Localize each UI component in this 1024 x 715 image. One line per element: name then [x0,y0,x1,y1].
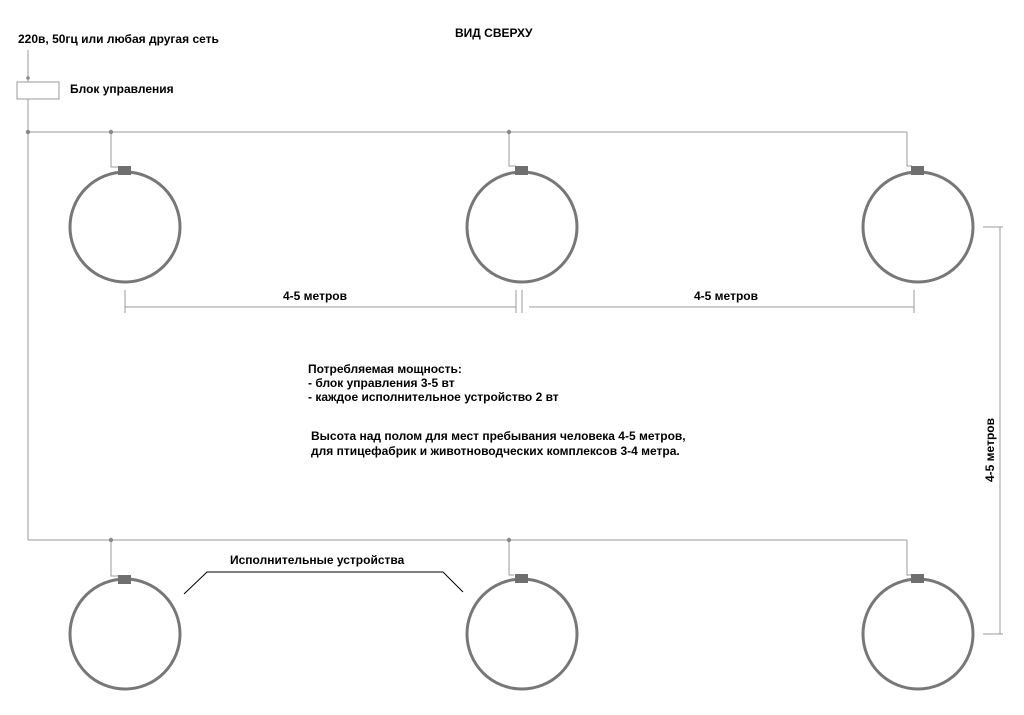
junctions [26,76,511,542]
junction-dot [507,538,511,542]
device-ring [467,579,577,689]
junction-dot [26,76,30,80]
device-connector [118,575,131,584]
drop-wire-top-2 [509,132,516,166]
junction-dot [109,130,113,134]
height-line-1: Высота над полом для мест пребывания человека 4-5 метров, [311,429,686,443]
control-unit-label: Блок управления [70,82,174,96]
actuator-device [467,166,577,282]
device-ring [863,172,973,282]
device-connector [515,574,528,583]
junction-dot [26,130,30,134]
drop-wire-bottom-2 [509,540,514,575]
actuator-device [70,575,180,689]
device-ring [70,172,180,282]
drop-wire-bottom-1 [111,540,120,576]
device-ring [863,579,973,689]
drop-wire-top-1 [111,132,120,167]
power-line-2: - каждое исполнительное устройство 2 вт [308,390,559,404]
actuator-device [70,166,180,282]
diagram-title: ВИД СВЕРХУ [455,26,533,40]
drop-wire-bottom-3 [907,540,912,575]
actuator-device [863,574,973,689]
device-ring [467,172,577,282]
devices-label: Исполнительные устройства [230,553,405,567]
device-ring [70,579,180,689]
power-source-label: 220в, 50гц или любая другая сеть [18,32,219,46]
power-line-1: - блок управления 3-5 вт [308,376,455,390]
distance-label-vertical: 4-5 метров [983,418,997,482]
device-connector [515,166,528,175]
devices-callout-leader [184,572,463,594]
device-connector [911,574,924,583]
drop-wire-top-3 [907,132,912,166]
actuator-device [467,574,577,689]
distance-label-1: 4-5 метров [283,289,347,303]
actuator-device [863,166,973,282]
wiring [28,50,912,576]
distance-label-2: 4-5 метров [694,289,758,303]
control-unit-box [17,82,59,99]
device-connector [118,166,131,175]
actuator-devices [70,166,973,689]
junction-dot [109,538,113,542]
device-connector [911,166,924,175]
power-header: Потребляемая мощность: [308,362,462,376]
height-line-2: для птицефабрик и животноводческих комплексов 3-4 метра. [311,444,680,458]
junction-dot [507,130,511,134]
